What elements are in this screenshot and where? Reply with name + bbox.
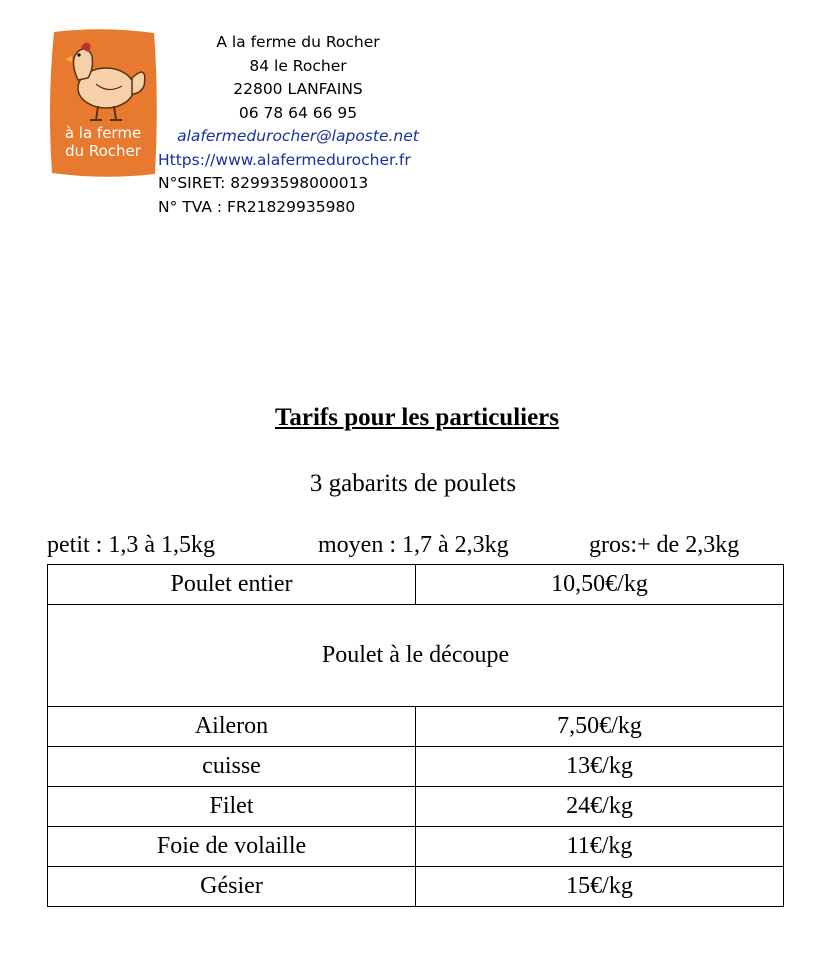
tva-number: N° TVA : FR21829935980 [158,197,356,216]
product-price: 15€/kg [416,867,784,907]
product-name: Filet [48,787,416,827]
size-moyen: moyen : 1,7 à 2,3kg [318,532,509,558]
table-section-row [48,605,784,707]
siret-number: N°SIRET: 82993598000013 [158,174,369,192]
table-row [48,867,784,907]
product-price: 10,50€/kg [416,565,784,605]
section-heading: Poulet à le découpe [48,605,784,707]
size-gros: gros:+ de 2,3kg [589,532,740,558]
table-row [48,565,784,605]
size-petit: petit : 1,3 à 1,5kg [47,532,215,558]
product-price: 11€/kg [416,827,784,867]
farm-phone: 06 78 64 66 95 [238,103,358,122]
table-row [48,787,784,827]
product-name: Aileron [48,707,416,747]
logo-text-line2: du Rocher [65,142,141,160]
product-name: Foie de volaille [48,827,416,867]
product-price: 13€/kg [416,747,784,787]
farm-contact-block [158,31,438,219]
price-table [47,564,784,907]
farm-street: 84 le Rocher [249,56,347,75]
product-price: 7,50€/kg [416,707,784,747]
page-subtitle: 3 gabarits de poulets [309,470,517,497]
product-price: 24€/kg [416,787,784,827]
website-link[interactable]: Https://www.alafermedurocher.fr [158,150,411,169]
farm-name: A la ferme du Rocher [216,33,380,51]
product-name: Gésier [48,867,416,907]
product-name: Poulet entier [48,565,416,605]
farm-city: 22800 LANFAINS [233,80,363,98]
table-row [48,707,784,747]
farm-logo [48,28,158,178]
page-title: Tarifs pour les particuliers [274,404,560,431]
table-row [48,827,784,867]
email-link[interactable]: alafermedurocher@laposte.net [177,127,419,145]
table-row [48,747,784,787]
logo-text-line1: à la ferme [64,124,142,142]
product-name: cuisse [48,747,416,787]
